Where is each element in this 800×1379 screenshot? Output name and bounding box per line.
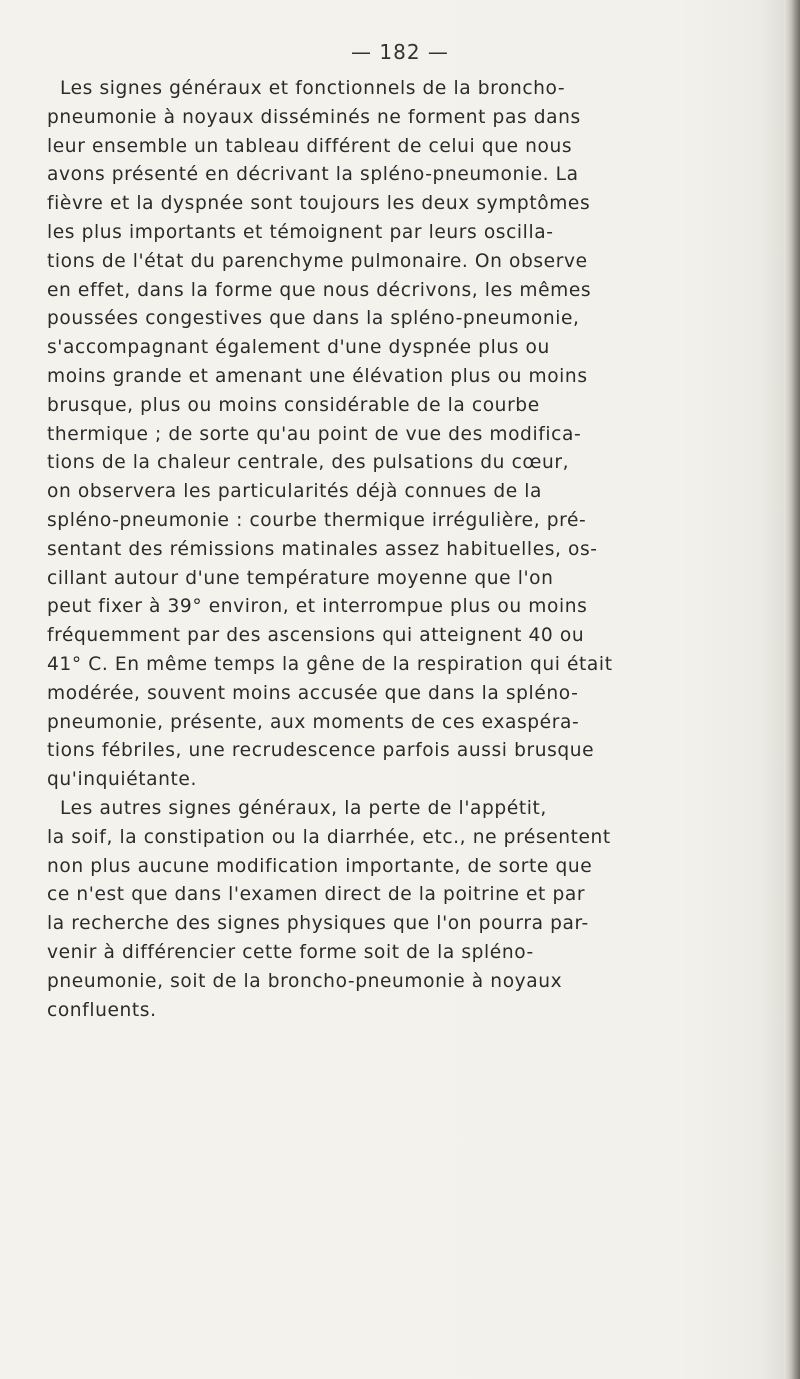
page-binding-edge [784,0,800,1379]
text-line: poussées congestives que dans la spléno-pneumonie, [47,308,580,330]
text-line: sentant des rémissions matinales assez habituelles, os- [47,538,598,560]
text-line: spléno-pneumonie : courbe thermique irrégulière, pré- [47,509,587,531]
text-line: moins grande et amenant une élévation plus ou moins [47,365,588,387]
text-line: non plus aucune modification importante, de sorte que [47,855,593,877]
page-number: — 182 — [351,40,449,64]
text-line: pneumonie, soit de la broncho-pneumonie à noyaux [47,970,563,992]
text-line: Les autres signes généraux, la perte de l'appétit, [60,797,547,819]
text-line: ce n'est que dans l'examen direct de la poitrine et par [47,884,586,906]
text-line: tions de la chaleur centrale, des pulsations du cœur, [47,452,570,474]
text-line: pneumonie à noyaux disséminés ne forment pas dans [47,106,581,128]
body-text [47,75,767,1025]
text-line: tions de l'état du parenchyme pulmonaire. On observe [47,250,588,272]
text-line: on observera les particularités déjà connues de la [47,481,543,503]
text-line: pneumonie, présente, aux moments de ces exaspéra- [47,711,580,733]
text-line: 41° C. En même temps la gêne de la respiration qui était [47,653,613,675]
text-line: avons présenté en décrivant la spléno-pneumonie. La [47,164,579,186]
text-line: cillant autour d'une température moyenne que l'on [47,567,554,589]
text-line: qu'inquiétante. [47,769,197,791]
text-line: tions fébriles, une recrudescence parfois aussi brusque [47,740,595,762]
text-line: en effet, dans la forme que nous décrivons, les mêmes [47,279,592,301]
paragraph-2 [47,795,767,1025]
text-line: fièvre et la dyspnée sont toujours les deux symptômes [47,193,591,215]
text-line: peut fixer à 39° environ, et interrompue plus ou moins [47,596,588,618]
text-line: thermique ; de sorte qu'au point de vue des modifica- [47,423,582,445]
text-line: venir à différencier cette forme soit de la spléno- [47,941,534,963]
text-line: la recherche des signes physiques que l'on pourra par- [47,913,589,935]
paragraph-1 [47,75,767,795]
text-line: la soif, la constipation ou la diarrhée, etc., ne présentent [47,826,611,848]
text-line: brusque, plus ou moins considérable de la courbe [47,394,540,416]
text-line: les plus importants et témoignent par leurs oscilla- [47,221,554,243]
text-line: fréquemment par des ascensions qui atteignent 40 ou [47,625,585,647]
text-line: confluents. [47,999,157,1021]
text-line: leur ensemble un tableau différent de celui que nous [47,135,573,157]
text-line: modérée, souvent moins accusée que dans la spléno- [47,682,579,704]
text-line: s'accompagnant également d'une dyspnée plus ou [47,337,550,359]
text-line: Les signes généraux et fonctionnels de la broncho- [60,78,566,99]
